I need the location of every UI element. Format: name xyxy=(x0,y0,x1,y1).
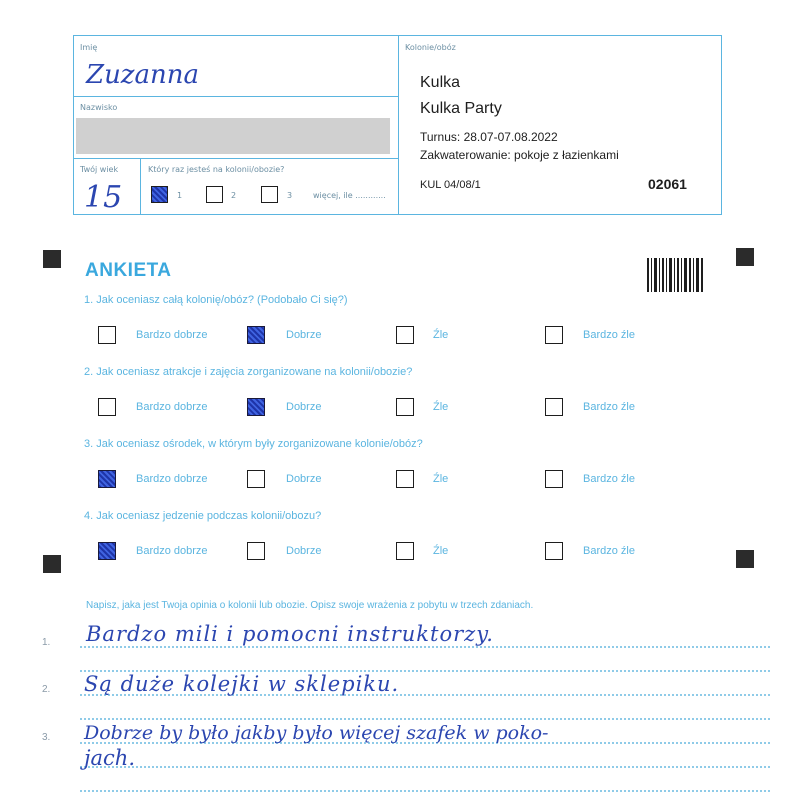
ktory-raz-checkbox-3[interactable] xyxy=(261,186,278,203)
answer-checkbox[interactable] xyxy=(396,326,414,344)
kolonia-code: KUL 04/08/1 xyxy=(420,179,481,191)
answer-option-label: Źle xyxy=(433,473,449,485)
answer-option-label: Bardzo źle xyxy=(583,473,635,485)
ktory-raz-option-1: 1 xyxy=(177,191,183,200)
opinion-prompt: Napisz, jaka jest Twoja opinia o kolonii lub obozie. Opisz swoje wrażenia z pobytu w trzech zdaniach. xyxy=(86,600,534,611)
answer-option-label: Bardzo dobrze xyxy=(136,329,208,341)
question-text: 3. Jak oceniasz ośrodek, w którym były zorganizowane kolonie/obóz? xyxy=(84,438,423,450)
answer-checkbox[interactable] xyxy=(545,326,563,344)
zakwaterowanie: Zakwaterowanie: pokoje z łazienkami xyxy=(420,148,619,162)
imie-label: Imię xyxy=(80,43,98,52)
ktory-raz-checkbox-2[interactable] xyxy=(206,186,223,203)
answer-checkbox[interactable] xyxy=(545,470,563,488)
ktory-raz-label: Który raz jesteś na kolonii/obozie? xyxy=(148,165,285,174)
answer-checkbox[interactable] xyxy=(545,542,563,560)
answer-checkbox[interactable] xyxy=(396,398,414,416)
wiek-label: Twój wiek xyxy=(80,165,119,174)
answer-option-label: Źle xyxy=(433,545,449,557)
answer-option-label: Bardzo źle xyxy=(583,329,635,341)
answer-checkbox[interactable] xyxy=(247,542,265,560)
answer-checkbox[interactable] xyxy=(98,398,116,416)
answer-option-label: Bardzo źle xyxy=(583,401,635,413)
barcode-icon xyxy=(647,258,703,292)
writing-line xyxy=(80,766,770,768)
question-text: 4. Jak oceniasz jedzenie podczas kolonii/obozu? xyxy=(84,510,322,522)
ktory-raz-checkbox-1[interactable] xyxy=(151,186,168,203)
opinion-line-number: 3. xyxy=(42,732,51,743)
kolonia-number: 02061 xyxy=(648,176,687,192)
answer-option-label: Źle xyxy=(433,401,449,413)
ktory-raz-option-more: więcej, ile ............ xyxy=(313,191,386,200)
writing-line xyxy=(80,646,770,648)
opinion-answer-2[interactable]: Są duże kolejki w sklepiku. xyxy=(84,672,400,696)
answer-checkbox[interactable] xyxy=(545,398,563,416)
ktory-raz-option-3: 3 xyxy=(287,191,293,200)
writing-line xyxy=(80,790,770,792)
turnus: Turnus: 28.07-07.08.2022 xyxy=(420,130,558,144)
answer-checkbox[interactable] xyxy=(247,326,265,344)
answer-checkbox[interactable] xyxy=(247,398,265,416)
ktory-raz-option-2: 2 xyxy=(231,191,237,200)
question-text: 2. Jak oceniasz atrakcje i zajęcia zorganizowane na kolonii/obozie? xyxy=(84,366,413,378)
answer-option-label: Dobrze xyxy=(286,545,322,557)
wiek-value[interactable]: 15 xyxy=(84,180,123,215)
answer-checkbox[interactable] xyxy=(396,470,414,488)
answer-option-label: Bardzo dobrze xyxy=(136,545,208,557)
answer-checkbox[interactable] xyxy=(396,542,414,560)
answer-checkbox[interactable] xyxy=(98,326,116,344)
answer-option-label: Dobrze xyxy=(286,329,322,341)
opinion-line-number: 2. xyxy=(42,684,51,695)
registration-marker-tl xyxy=(43,250,61,268)
nazwisko-label: Nazwisko xyxy=(80,103,118,112)
answer-option-label: Bardzo źle xyxy=(583,545,635,557)
registration-marker-tr xyxy=(736,248,754,266)
kolonia-label: Kolonie/obóz xyxy=(405,43,456,52)
answer-option-label: Dobrze xyxy=(286,401,322,413)
answer-checkbox[interactable] xyxy=(98,470,116,488)
opinion-answer-1[interactable]: Bardzo mili i pomocni instruktorzy. xyxy=(86,622,494,646)
kolonia-name-2: Kulka Party xyxy=(420,100,502,117)
answer-option-label: Bardzo dobrze xyxy=(136,401,208,413)
question-text: 1. Jak oceniasz całą kolonię/obóz? (Podobało Ci się?) xyxy=(84,294,348,306)
answer-option-label: Dobrze xyxy=(286,473,322,485)
answer-option-label: Bardzo dobrze xyxy=(136,473,208,485)
writing-line xyxy=(80,718,770,720)
nazwisko-redacted xyxy=(76,118,390,154)
answer-checkbox[interactable] xyxy=(247,470,265,488)
survey-title: ANKIETA xyxy=(85,260,172,281)
registration-marker-bl xyxy=(43,555,61,573)
kolonia-name-1: Kulka xyxy=(420,74,461,91)
opinion-answer-3[interactable]: Dobrze by było jakby było więcej szafek w poko- xyxy=(84,722,549,744)
answer-option-label: Źle xyxy=(433,329,449,341)
imie-value[interactable]: Zuzanna xyxy=(86,60,200,90)
opinion-line-number: 1. xyxy=(42,637,51,648)
registration-marker-br xyxy=(736,550,754,568)
answer-checkbox[interactable] xyxy=(98,542,116,560)
opinion-answer-3-cont[interactable]: jach. xyxy=(84,746,135,770)
